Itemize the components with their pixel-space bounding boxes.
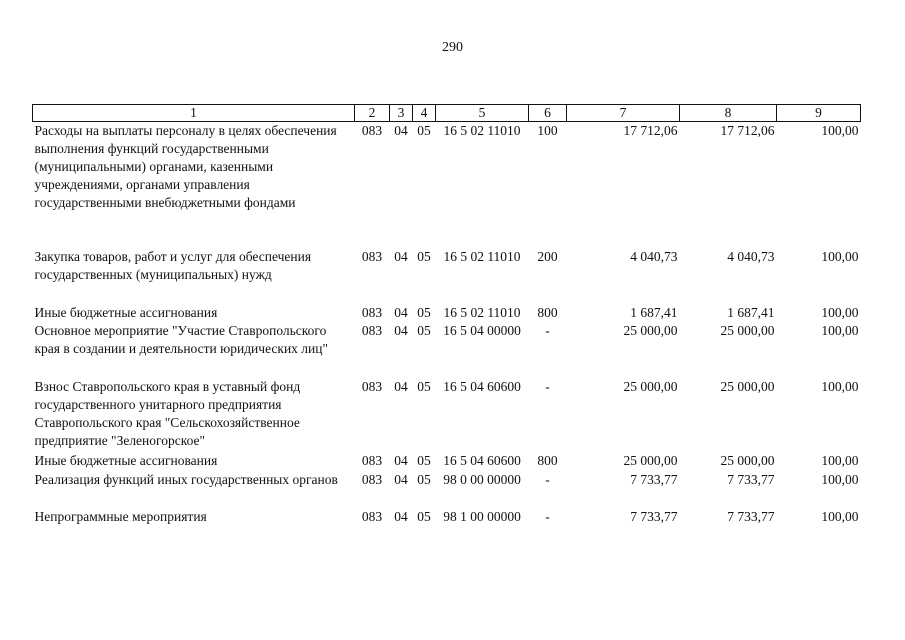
cell-amount-executed: 25 000,00 <box>720 378 775 394</box>
cell-expense-type: 200 <box>537 248 558 264</box>
cell-section: 04 <box>394 508 408 524</box>
cell-percent: 100,00 <box>821 248 859 264</box>
cell-target-article: 16 5 02 11010 <box>443 304 521 320</box>
cell-amount-executed: 4 040,73 <box>727 248 775 264</box>
cell-amount-planned: 7 733,77 <box>630 471 678 487</box>
cell-amount-planned: 25 000,00 <box>623 378 678 394</box>
cell-section: 04 <box>394 378 408 394</box>
cell-section: 04 <box>394 322 408 338</box>
cell-percent: 100,00 <box>821 508 859 524</box>
cell-amount-executed: 25 000,00 <box>720 452 775 468</box>
row-name: Закупка товаров, работ и услуг для обеспечения государственных (муниципальных) нужд <box>34 248 312 282</box>
cell-percent: 100,00 <box>821 452 859 468</box>
cell-ministry-code: 083 <box>361 123 383 138</box>
row-name: Взнос Ставропольского края в уставный фонд государственного унитарного предприятия Ставропольского края "Сельскохозяйственное предприятие "Зеленогорское" <box>34 378 301 448</box>
cell-ministry-code: 083 <box>361 508 383 524</box>
cell-amount-executed: 7 733,77 <box>727 508 775 524</box>
row-name: Реализация функций иных государственных органов <box>34 471 338 487</box>
table-row <box>33 122 861 248</box>
table-row <box>33 322 861 378</box>
row-name: Иные бюджетные ассигнования <box>34 452 218 468</box>
cell-amount-executed: 25 000,00 <box>720 322 775 338</box>
header-cell-2: 2 <box>355 105 390 122</box>
cell-amount-planned: 25 000,00 <box>623 452 678 468</box>
cell-target-article: 16 5 02 11010 <box>443 123 521 138</box>
cell-ministry-code: 083 <box>361 304 383 320</box>
cell-ministry-code: 083 <box>361 452 383 468</box>
table-row <box>33 378 861 452</box>
cell-target-article: 98 1 00 00000 <box>443 508 521 524</box>
cell-section: 04 <box>394 304 408 320</box>
cell-percent: 100,00 <box>821 471 859 487</box>
header-cell-8: 8 <box>680 105 777 122</box>
cell-subsection: 05 <box>417 378 431 394</box>
cell-section: 04 <box>394 471 408 487</box>
row-name: Непрограммные мероприятия <box>34 508 207 524</box>
cell-expense-type: - <box>545 322 550 338</box>
cell-percent: 100,00 <box>821 378 859 394</box>
cell-ministry-code: 083 <box>361 378 383 394</box>
cell-expense-type: 800 <box>537 452 558 468</box>
cell-target-article: 16 5 04 00000 <box>443 322 521 338</box>
cell-ministry-code: 083 <box>361 248 383 264</box>
header-cell-7: 7 <box>567 105 680 122</box>
header-cell-4: 4 <box>413 105 436 122</box>
cell-subsection: 05 <box>417 322 431 338</box>
cell-expense-type: 100 <box>537 123 558 138</box>
cell-amount-planned: 17 712,06 <box>623 123 678 138</box>
cell-ministry-code: 083 <box>361 322 383 338</box>
cell-subsection: 05 <box>417 452 431 468</box>
header-cell-1: 1 <box>33 105 355 122</box>
cell-subsection: 05 <box>417 304 431 320</box>
header-cell-5: 5 <box>436 105 529 122</box>
cell-section: 04 <box>394 123 408 138</box>
cell-subsection: 05 <box>417 508 431 524</box>
table-row <box>33 248 861 304</box>
cell-section: 04 <box>394 452 408 468</box>
table-row <box>33 452 861 471</box>
header-cell-9: 9 <box>777 105 861 122</box>
cell-amount-executed: 17 712,06 <box>720 123 775 138</box>
cell-subsection: 05 <box>417 471 431 487</box>
header-cell-3: 3 <box>390 105 413 122</box>
row-name: Основное мероприятие "Участие Ставропольского края в создании и деятельности юридических лиц" <box>34 322 328 356</box>
cell-percent: 100,00 <box>821 322 859 338</box>
cell-amount-executed: 1 687,41 <box>727 304 775 320</box>
table-row <box>33 304 861 322</box>
cell-expense-type: - <box>545 378 550 394</box>
cell-amount-planned: 7 733,77 <box>630 508 678 524</box>
cell-amount-planned: 1 687,41 <box>630 304 678 320</box>
cell-amount-executed: 7 733,77 <box>727 471 775 487</box>
cell-section: 04 <box>394 248 408 264</box>
cell-target-article: 16 5 04 60600 <box>443 378 521 394</box>
row-name: Расходы на выплаты персоналу в целях обеспечения выполнения функций государственными (муниципальными) органами, казенными учреждениями, органами управления государственными внебюджетными фондами <box>34 123 337 210</box>
row-name: Иные бюджетные ассигнования <box>34 304 218 320</box>
budget-table <box>32 104 861 528</box>
cell-amount-planned: 25 000,00 <box>623 322 678 338</box>
cell-expense-type: - <box>545 508 550 524</box>
table-row <box>33 508 861 528</box>
header-row <box>33 105 861 122</box>
cell-percent: 100,00 <box>821 123 859 138</box>
cell-expense-type: - <box>545 471 550 487</box>
header-cell-6: 6 <box>529 105 567 122</box>
table-row <box>33 471 861 508</box>
cell-expense-type: 800 <box>537 304 558 320</box>
cell-ministry-code: 083 <box>361 471 383 487</box>
page-number: 290 <box>442 40 463 55</box>
cell-target-article: 16 5 04 60600 <box>443 452 521 468</box>
cell-amount-planned: 4 040,73 <box>630 248 678 264</box>
cell-subsection: 05 <box>417 123 431 138</box>
cell-target-article: 98 0 00 00000 <box>443 471 521 487</box>
cell-subsection: 05 <box>417 248 431 264</box>
cell-target-article: 16 5 02 11010 <box>443 248 521 264</box>
cell-percent: 100,00 <box>821 304 859 320</box>
